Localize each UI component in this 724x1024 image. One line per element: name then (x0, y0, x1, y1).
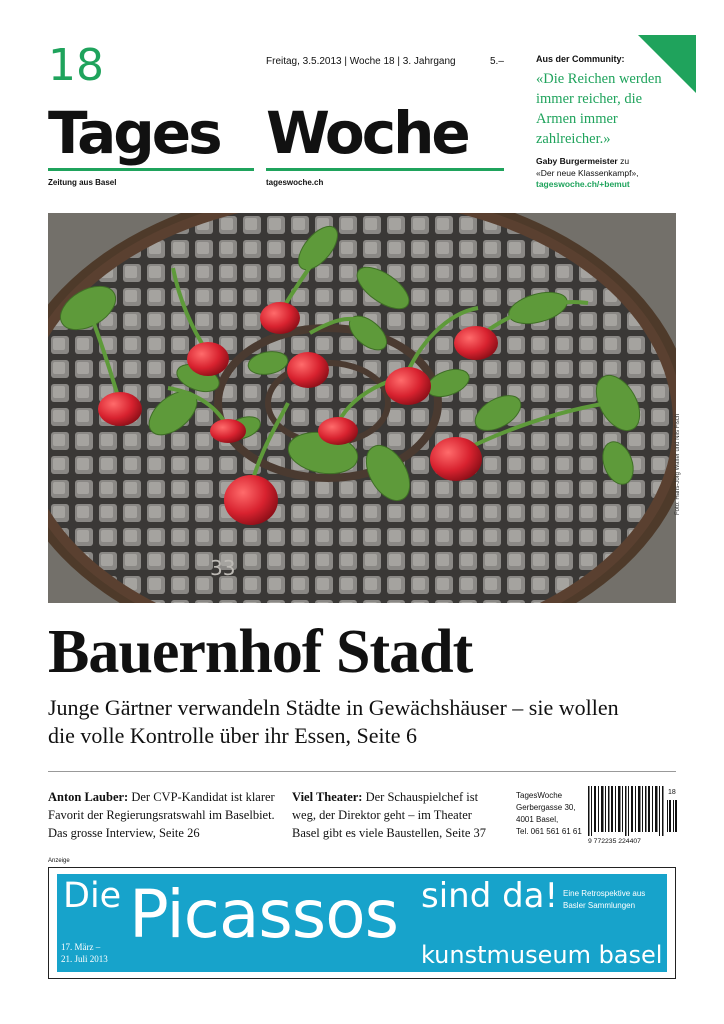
advert-label: Anzeige (48, 858, 70, 864)
community-link[interactable]: tageswoche.ch/+bemut (536, 179, 630, 189)
issue-number: 18 (48, 40, 104, 91)
community-author-line (536, 155, 676, 179)
advert-die: Die (63, 876, 122, 916)
barcode-icon (588, 786, 678, 844)
advert-date-end: 21. Juli 2013 (61, 954, 108, 964)
address-city: 4001 Basel, (516, 815, 559, 824)
date-line: Freitag, 3.5.2013 | Woche 18 | 3. Jahrgang (266, 56, 456, 67)
advert-retrospective: Eine Retrospektive aus Basler Sammlungen (563, 889, 646, 910)
logo-tages[interactable]: Tages (48, 99, 220, 167)
advert-picassos: Picassos (129, 876, 398, 953)
community-author-suffix: zu (617, 156, 630, 166)
advert-date-start: 17. März – (61, 942, 101, 952)
website-link[interactable]: tageswoche.ch (266, 178, 324, 187)
barcode-digits: 9 772235 224407 (588, 838, 641, 844)
advert-kunstmuseum[interactable] (57, 874, 667, 972)
main-headline[interactable]: Bauernhof Stadt (48, 618, 473, 686)
teaser-anton-lauber[interactable] (48, 788, 276, 842)
address-street: Gerbergasse 30, (516, 803, 576, 812)
publisher-address (516, 790, 582, 838)
teaser-lead: Anton Lauber: (48, 790, 129, 804)
manhole-radish-illustration (48, 213, 676, 603)
address-name: TagesWoche (516, 791, 563, 800)
teaser-lead: Viel Theater: (292, 790, 363, 804)
cover-number: 33 (210, 556, 236, 580)
advert-museum-name: kunstmuseum basel (421, 941, 663, 969)
price: 5.– (490, 56, 504, 67)
logo-rule-right (266, 168, 504, 171)
corner-triangle-icon (638, 35, 696, 93)
teaser-text: Der CVP-Kandidat ist klarer Favorit der Regierungsratswahl im Baselbiet. Das grosse Interview, Seite 26 (48, 790, 275, 840)
divider (48, 771, 676, 772)
photo-credit: Foto: Hans-Jörg Walter und Nils Fisch (675, 413, 681, 515)
community-quote: «Die Reichen werden immer reicher, die Armen immer zahlreicher.» (536, 71, 662, 147)
cover-photo (48, 213, 676, 603)
advert-dates (61, 941, 108, 965)
address-phone: Tel. 061 561 61 61 (516, 827, 582, 836)
teaser-viel-theater[interactable] (292, 788, 502, 842)
tagline: Zeitung aus Basel (48, 178, 117, 187)
barcode-issue: 18 (668, 789, 676, 796)
community-article: «Der neue Klassenkampf», (536, 168, 639, 178)
teaser-text: Der Schauspielchef ist weg, der Direktor geht – im Theater Basel gibt es viele Baustellen, Seite 37 (292, 790, 487, 840)
community-label: Aus der Community: (536, 54, 625, 64)
advert-sind-da: sind da! (421, 876, 559, 916)
logo-woche[interactable]: Woche (266, 99, 468, 167)
main-subheadline: Junge Gärtner verwandeln Städte in Gewächshäuser – sie wollen die volle Kontrolle über ihr Essen, Seite 6 (48, 695, 619, 748)
logo-rule-left (48, 168, 254, 171)
community-author: Gaby Burgermeister (536, 156, 618, 166)
